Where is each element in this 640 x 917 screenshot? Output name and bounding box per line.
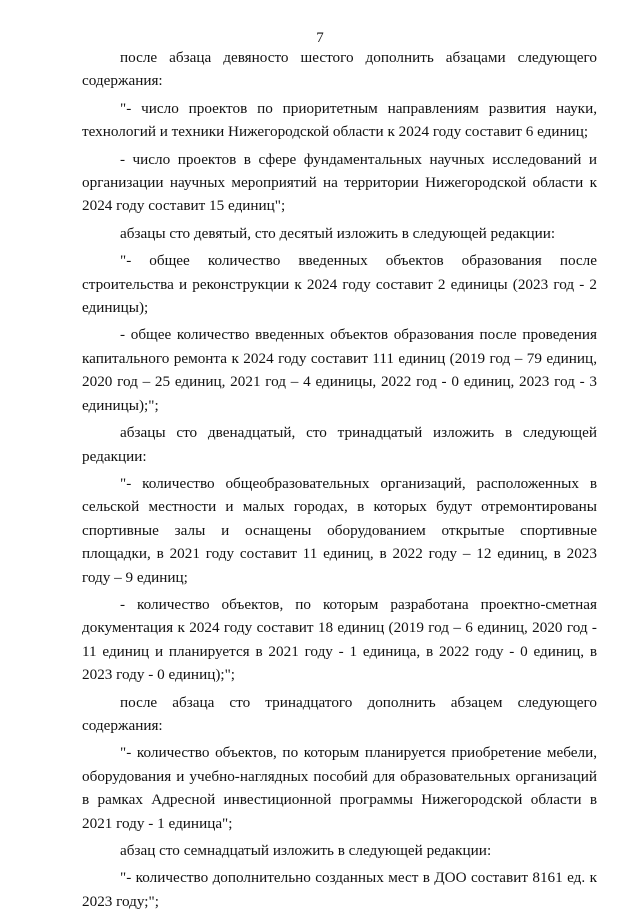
paragraph: - общее количество введенных объектов образования после проведения капитального ремонта к 2024 году составит 111 единиц (2019 год – 79 единиц, 2020 год – 25 единиц, 2021 год – 4 единицы, 2022 год - 0 единиц, 2023 год - 3 единицы);"; [82, 326, 597, 414]
paragraph: "- количество дополнительно созданных мест в ДОО составит 8161 ед. к 2023 году;"; [82, 869, 597, 910]
paragraph: "- количество общеобразовательных организаций, расположенных в сельской местности и малых городах, в которых будут отремонтированы спортивные залы и оснащены оборудованием открытые спортивные площадки, в 2021 году составит 11 единиц, в 2022 году – 12 единиц, в 2023 году – 9 единиц; [82, 474, 597, 586]
paragraph: - количество объектов, по которым разработана проектно-сметная документация к 2024 году составит 18 единиц (2019 год – 6 единиц, 2020 год - 11 единиц и планируется в 2021 году - 1 единица, в 2022 году - 0 единиц, в 2023 году - 0 единиц);"; [82, 595, 597, 684]
paragraph: после абзаца девяносто шестого дополнить абзацами следующего содержания: [82, 49, 597, 90]
paragraph: абзац сто семнадцатый изложить в следующей редакции: [120, 842, 492, 859]
document-body [82, 46, 597, 917]
paragraph: абзацы сто двенадцатый, сто тринадцатый изложить в следующей редакции: [82, 424, 597, 465]
paragraph: "- общее количество введенных объектов образования после строительства и реконструкции к 2024 году составит 2 единицы (2023 год - 2 единицы); [82, 252, 597, 317]
page-number: 7 [316, 30, 324, 46]
paragraph: абзацы сто девятый, сто десятый изложить в следующей редакции: [120, 224, 556, 242]
paragraph: "- число проектов по приоритетным направлениям развития науки, технологий и техники Нижегородской области к 2024 году составит 6 единиц; [82, 99, 597, 141]
paragraph: - число проектов в сфере фундаментальных научных исследований и организации научных мероприятий на территории Нижегородской области к 2024 году составит 15 единиц"; [82, 150, 597, 215]
paragraph: после абзаца сто тринадцатого дополнить абзацем следующего содержания: [82, 693, 597, 734]
paragraph: "- количество объектов, по которым планируется приобретение мебели, оборудования и учебно-наглядных пособий для образовательных организаций в рамках Адресной инвестиционной программы Нижегородской области в 2021 году - 1 единица"; [82, 744, 597, 832]
